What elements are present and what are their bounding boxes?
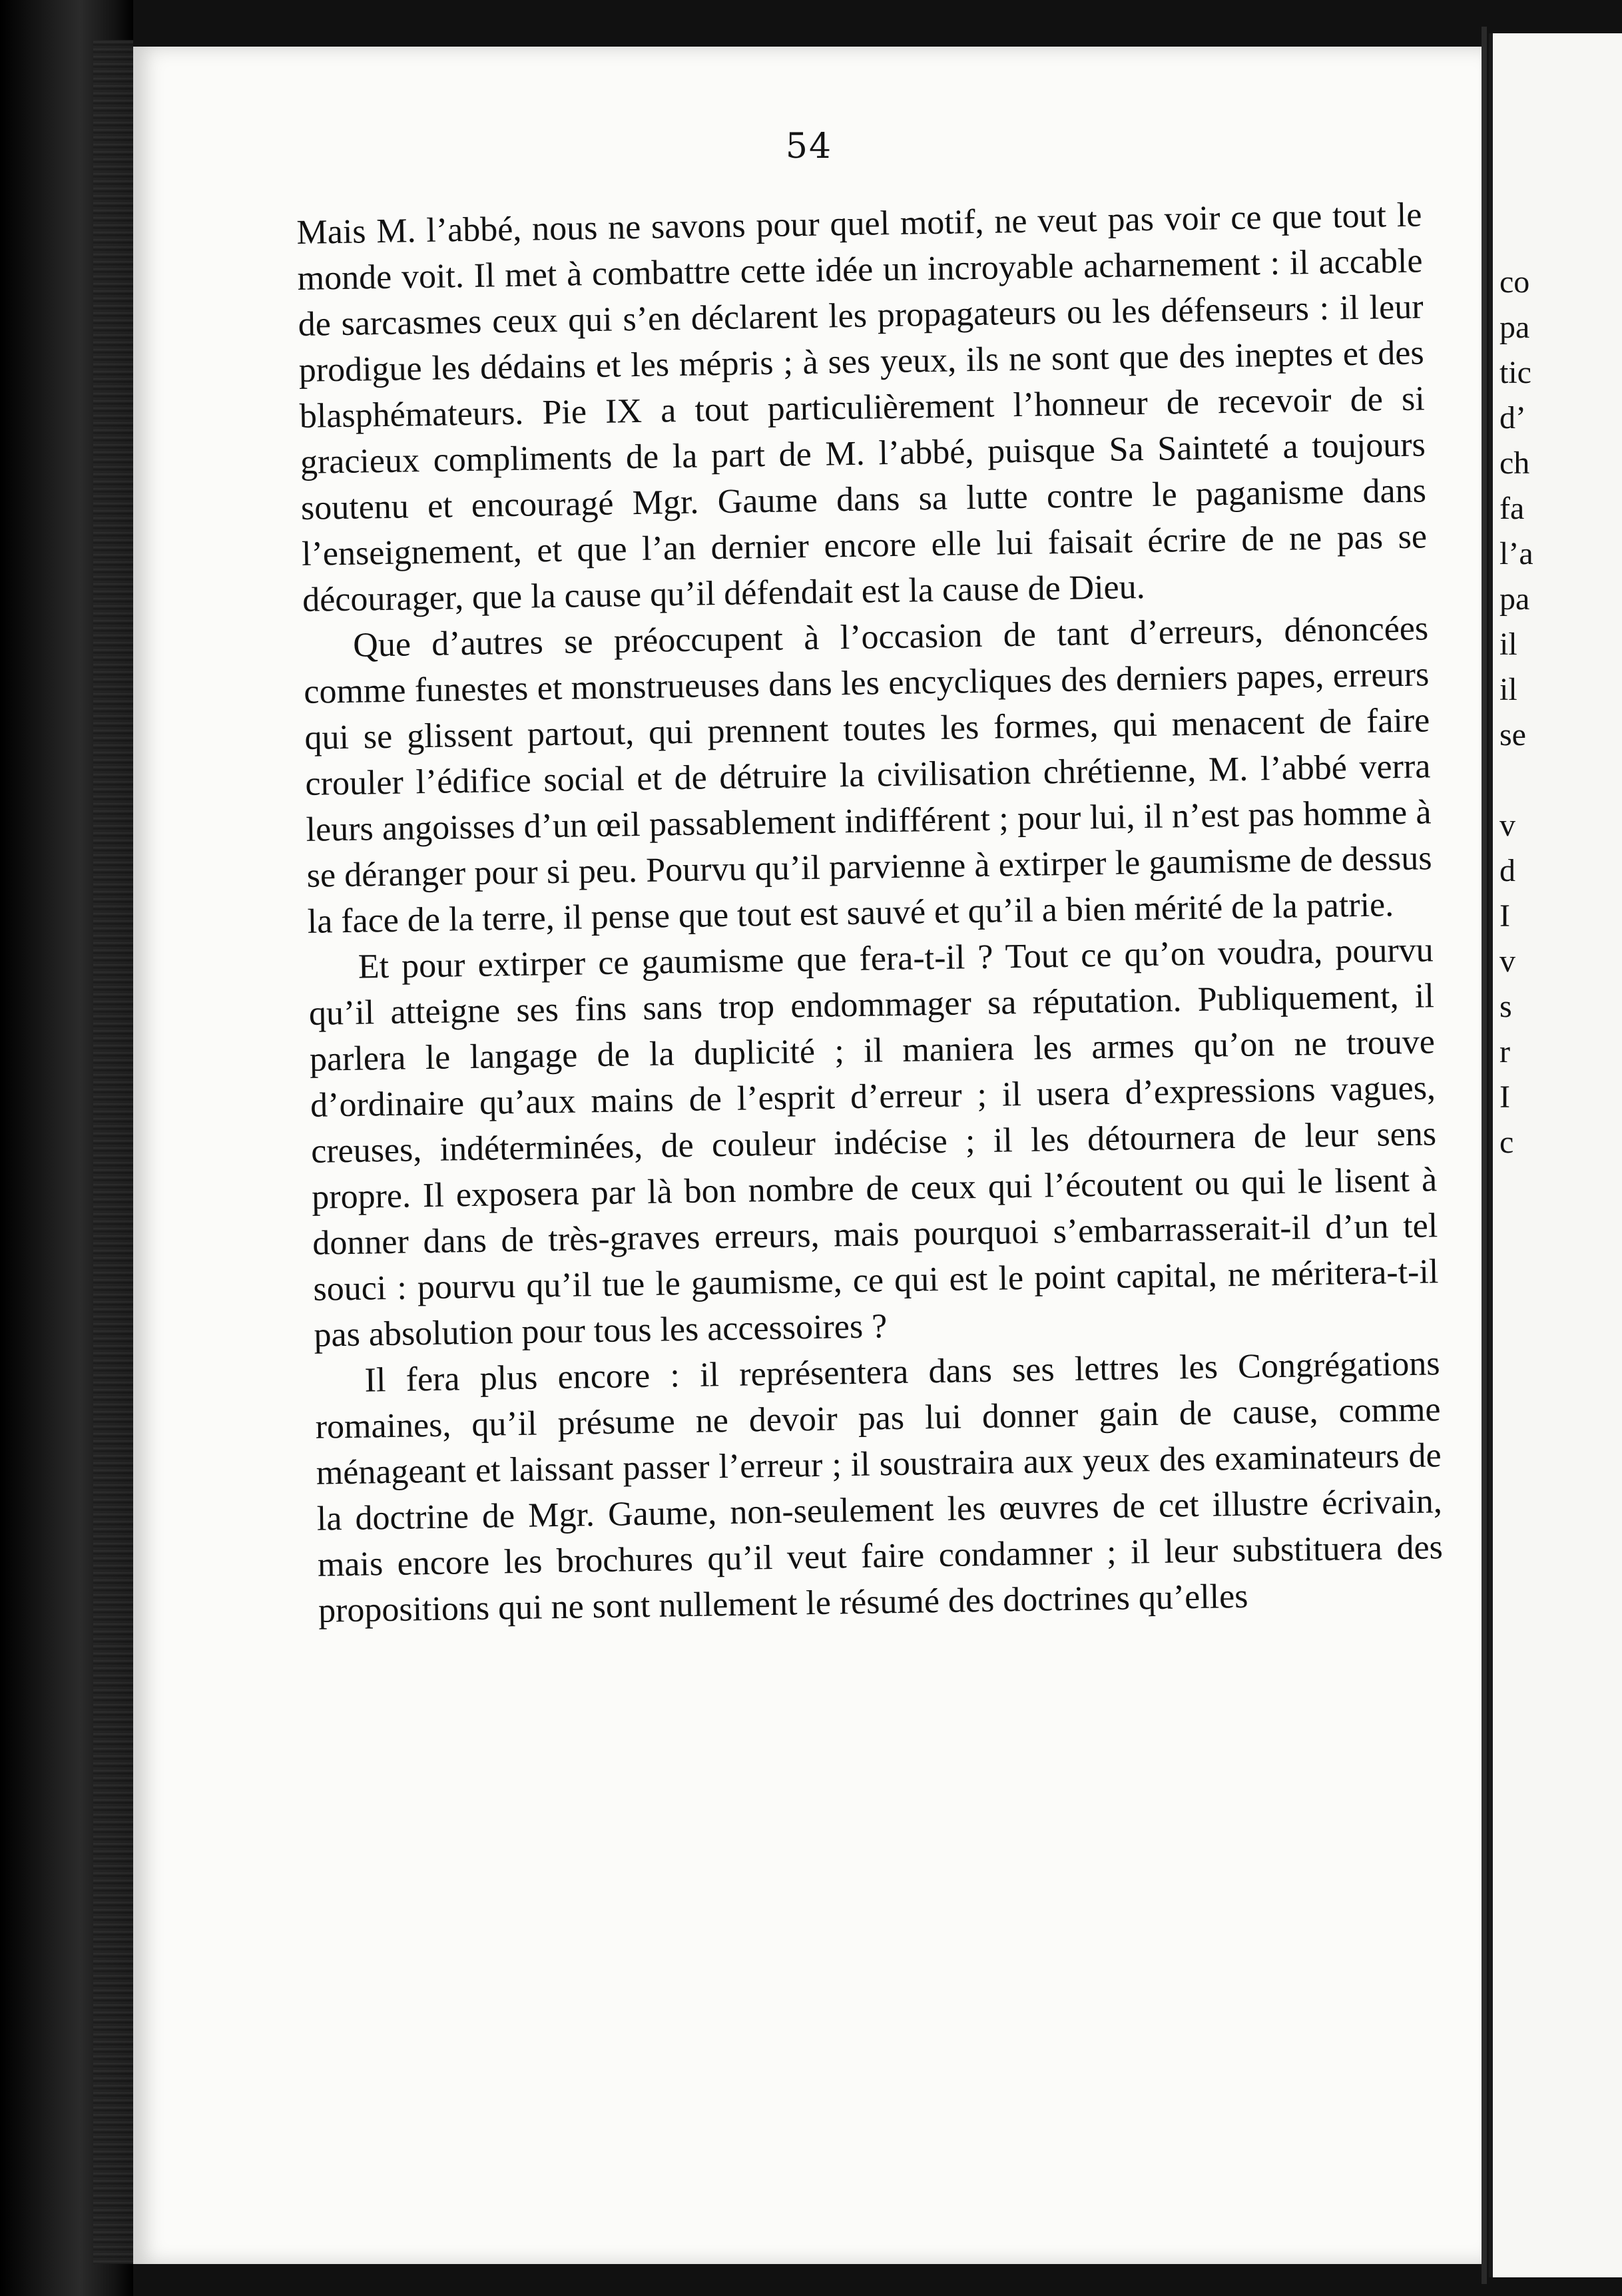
facing-fragment: il [1499,627,1517,662]
facing-fragment: v [1499,808,1515,843]
paragraph: Et pour extirper ce gaumisme que fera-t-il ? Tout ce qu’on voudra, pourvu qu’il atteigne ses fins sans trop endommager sa réputation. Publiquement, il parlera le langage de la duplicité ; il maniera les armes qu’on ne trouve d’ordinaire qu’aux mains de l’esprit d’erreur ; il usera d’expressions vagues, creuses, indéterminées, de couleur indécise ; il les détournera de leur sens propre. Il exposera par là bon nombre de ceux qui l’écoutent ou qui le lisent à donner dans de très-graves erreurs, mais pourquoi s’embarrasserait-il d’un tel souci : pourvu qu’il tue le gaumisme, ce qui est le point capital, ne méritera-t-il pas absolution pour tous les accessoires ? [308,931,1439,1354]
facing-page-text [1493,260,1539,1165]
facing-fragment: I [1499,898,1510,934]
facing-fragment: se [1499,717,1526,752]
facing-fragment: tic [1499,355,1531,390]
facing-fragment: il [1499,672,1517,707]
facing-fragment: pa [1499,310,1530,345]
facing-fragment: ch [1499,445,1530,481]
facing-fragment: v [1499,944,1515,979]
page-edges [93,40,133,2264]
page-body-text [296,192,1444,1633]
facing-fragment: pa [1499,581,1530,617]
facing-fragment: l’a [1499,536,1533,571]
book-page [133,47,1485,2264]
facing-fragment: I [1499,1079,1510,1115]
paragraph: Mais M. l’abbé, nous ne savons pour quel motif, ne veut pas voir ce que tout le monde voit. Il met à combattre cette idée un incroyable acharnement : il accable de sarcasmes ceux qui s’en déclarent les propagateurs ou les défenseurs : il leur prodigue les dédains et les mépris ; à ses yeux, ils ne sont que des ineptes et des blasphémateurs. Pie IX a tout particulièrement l’honneur de recevoir de si gracieux compliments de la part de M. l’abbé, puisque Sa Sainteté a toujours soutenu et encouragé Mgr. Gaume dans sa lutte contre le paganisme dans l’enseignement, et que l’an dernier encore elle lui faisait écrire de ne pas se décourager, que la cause qu’il défendait est la cause de Dieu. [296,196,1428,619]
facing-fragment: d’ [1499,400,1526,435]
facing-page [1489,33,1622,2277]
facing-fragment: co [1499,264,1530,300]
page-divider [1482,27,1487,2284]
facing-fragment: d [1499,853,1515,888]
facing-fragment: c [1499,1125,1514,1160]
page-number: 54 [785,127,833,166]
facing-fragment: r [1499,1034,1510,1069]
paragraph: Il fera plus encore : il représentera dans ses lettres les Congrégations romaines, qu’il présume ne devoir pas lui donner gain de cause, comme ménageant et laissant passer l’erreur ; il soustraira aux yeux des examinateurs de la doctrine de Mgr. Gaume, non-seulement les œuvres de cet illustre écrivain, mais encore les brochures qu’il veut faire condamner ; il leur substituera des propositions qui ne sont nullement le résumé des doctrines qu’elles [315,1344,1444,1630]
facing-fragment: s [1499,989,1512,1024]
paragraph: Que d’autres se préoccupent à l’occasion de tant d’erreurs, dénoncées comme funestes et monstrueuses dans les encycliques des derniers papes, erreurs qui se glissent partout, qui prennent toutes les formes, qui menacent de faire crouler l’édifice social et de détruire la civilisation chrétienne, M. l’abbé verra leurs angoisses d’un œil passablement indifférent ; pour lui, il n’est pas homme à se déranger pour si peu. Pourvu qu’il parvienne à extirper le gaumisme de dessus la face de la terre, il pense que tout est sauvé et qu’il a bien mérité de la patrie. [303,609,1432,941]
facing-fragment: fa [1499,491,1525,526]
